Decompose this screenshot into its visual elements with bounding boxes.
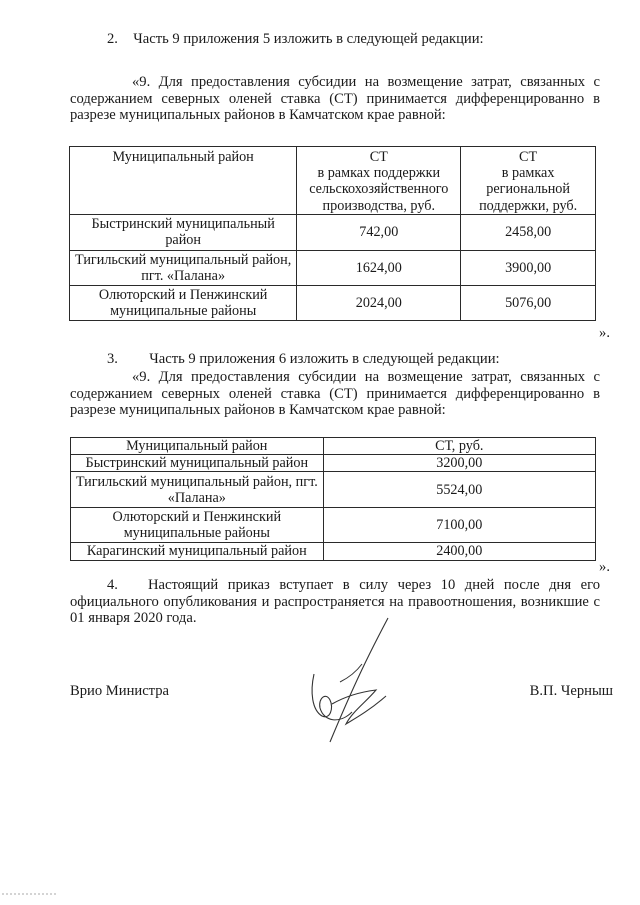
cell-value: 742,00 [297,214,461,250]
cell-value: 3200,00 [323,455,595,472]
signatory-name: В.П. Черныш [529,683,613,699]
item-3-number: 3. [107,351,118,367]
header-line: сельскохозяйственного [309,181,449,198]
table-row [70,214,596,250]
item-2-heading-line [107,31,484,48]
cell-value: 2400,00 [323,543,595,560]
item-3-heading: Часть 9 приложения 6 изложить в следующей редакции: [149,351,500,367]
cell-value: 2024,00 [297,285,461,320]
cell-district: Быстринский муниципальный район [70,214,297,250]
header-cell-st: СТ, руб. [323,438,595,455]
cell-value: 1624,00 [297,250,461,285]
item-2-text: «9. Для предоставления субсидии на возмещение затрат, связанных с содержанием северных оленей ставка (СТ) принимается дифференцированно в разрезе муниципальных районов в Камчатском крае равной: [70,74,600,124]
header-line: региональной [486,181,570,198]
item-2-closing-quote: ». [599,325,610,341]
item-3-table [70,437,596,561]
header-line: в рамках поддержки [317,165,441,182]
cell-value: 2458,00 [461,214,596,250]
cell-district: Карагинский муниципальный район [71,543,324,560]
cell-district: Олюторский и Пенжинский муниципальные районы [71,508,324,543]
header-cell-st-regional [461,147,596,215]
header-line: СТ [369,149,388,165]
item-2-number: 2. [107,31,118,47]
header-st-agri-text [301,149,456,214]
cell-district: Тигильский муниципальный район, пгт. «Палана» [71,472,324,508]
table-header-row [71,438,596,455]
item-3-heading-line [107,351,500,368]
item-2-paragraph [70,74,600,124]
header-cell-district: Муниципальный район [71,438,324,455]
cell-district: Тигильский муниципальный район, пгт. «Палана» [70,250,297,285]
item-4-text: Настоящий приказ вступает в силу через 10 дней после дня его официального опубликования и распространяется на правоотношения, возникшие с 01 января 2020 года. [70,577,600,627]
header-cell-st-agri [297,147,461,215]
table-row [70,285,596,320]
table-row [71,508,596,543]
cell-district: Быстринский муниципальный район [71,455,324,472]
cell-value: 5524,00 [323,472,595,508]
header-st-regional-text [465,149,591,214]
cell-value: 7100,00 [323,508,595,543]
table-row [70,250,596,285]
item-3-closing-quote: ». [599,559,610,575]
cell-value: 3900,00 [461,250,596,285]
item-2-table [69,146,596,321]
item-4-number: 4. [107,577,118,593]
header-line: СТ [519,149,538,165]
header-line: производства, руб. [322,197,436,214]
table-header-row [70,147,596,215]
item-3-paragraph [70,369,600,419]
cell-district: Олюторский и Пенжинский муниципальные районы [70,285,297,320]
header-line: в рамках [501,165,555,182]
table-row [71,472,596,508]
handwritten-signature [300,612,410,752]
item-2-heading: Часть 9 приложения 5 изложить в следующей редакции: [133,31,484,47]
scan-artifact [0,890,60,898]
cell-value: 5076,00 [461,285,596,320]
signatory-position: Врио Министра [70,683,169,699]
item-3-text: «9. Для предоставления субсидии на возмещение затрат, связанных с содержанием северных оленей ставка (СТ) принимается дифференцированно в разрезе муниципальных районов в Камчатском крае равной: [70,369,600,419]
header-line: поддержки, руб. [479,197,578,214]
header-cell-district: Муниципальный район [70,147,297,215]
table-row [71,455,596,472]
table-row [71,543,596,560]
